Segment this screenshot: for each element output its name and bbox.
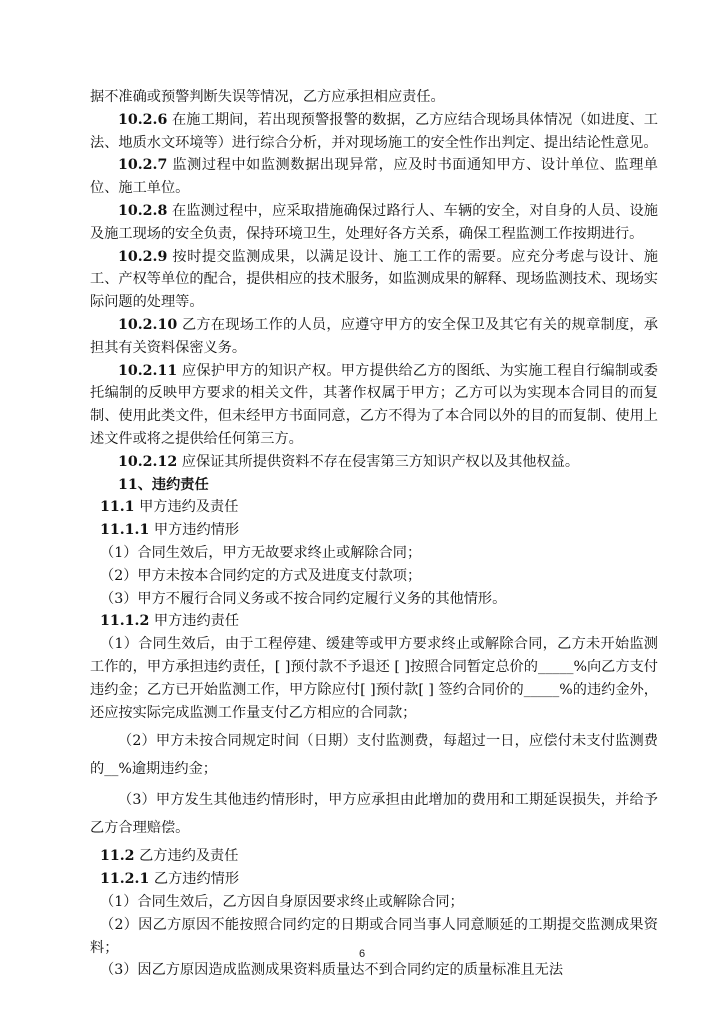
list-item-text: （3）因乙方原因造成监测成果资料质量达不到合同约定的质量标准且无法 [100,962,564,979]
clause-text: 在施工期间，若出现预警报警的数据，乙方应结合现场具体情况（如进度、工法、地质水文环境等）进行综合分析，并对现场施工的安全性作出判定、提出结论性意见。 [90,111,658,151]
clause-number: 10.2.8 [118,202,168,219]
clause-number: 11.2.1 [100,871,150,888]
clause-text: 甲方违约及责任 [134,499,239,516]
clause-number: 10.2.11 [118,362,178,379]
list-item [90,633,658,724]
clause-text: 监测过程中如监测数据出现异常，应及时书面通知甲方、设计单位、监理单位、施工单位。 [90,157,658,197]
clause-11-1-1 [90,519,658,542]
clause-number: 10.2.12 [118,453,178,470]
paragraph-continuation [90,86,658,109]
clause-10-2-7 [90,154,658,200]
clause-10-2-11 [90,360,658,451]
clause-text: 乙方违约及责任 [134,848,239,865]
clause-text: 乙方违约情形 [149,871,240,888]
clause-10-2-10 [90,314,658,360]
clause-11-2 [90,845,658,868]
list-item [90,542,658,565]
clause-11-2-1 [90,868,658,891]
clause-text: 甲方违约责任 [149,613,240,630]
clause-number: 11.2 [100,848,135,865]
clause-text: 甲方违约情形 [149,522,240,539]
section-heading-11 [90,474,658,497]
list-item-text: （3）甲方不履行合同义务或不按合同约定履行义务的其他情形。 [100,590,507,607]
paragraph-text: 据不准确或预警判断失误等情况，乙方应承担相应责任。 [90,89,445,105]
clause-text: 在监测过程中，应采取措施确保过路行人、车辆的安全，对自身的人员、设施及施工现场的安全负责，保持环境卫生，处理好各方关系，确保工程监测工作按期进行。 [90,202,658,242]
list-item [90,727,658,783]
clause-11-1-2 [90,610,658,633]
clause-number: 10.2.10 [118,316,178,333]
clause-number: 10.2.7 [118,157,168,174]
list-item-text: （2）甲方未按合同规定时间（日期）支付监测费，每超过一日，应偿付未支付监测费的__%逾期违约金； [90,733,658,778]
clause-number: 11.1.2 [100,613,150,630]
list-item [90,959,658,982]
section-heading-text: 11、违约责任 [118,476,209,493]
list-item [90,891,658,914]
clause-number: 11.1 [100,499,135,516]
document-body [90,86,658,982]
clause-10-2-12 [90,451,658,474]
clause-11-1 [90,496,658,519]
list-item-text: （3）甲方发生其他违约情形时，甲方应承担由此增加的费用和工期延误损失，并给予乙方合理赔偿。 [90,792,658,837]
list-item [90,565,658,588]
list-item-text: （1）合同生效后，由于工程停建、缓建等或甲方要求终止或解除合同，乙方未开始监测工作的，甲方承担违约责任，[ ]预付款不予退还 [ ]按照合同暂定总价的_____%向乙方支付违约金；乙方已开始监测工作，甲方除应付[ ]预付款[ ] 签约合同价的_____%的违约金外，还应按实际完成监测工作量支付乙方相应的合同款； [90,636,658,721]
clause-number: 11.1.1 [100,522,150,539]
list-item-text: （2）因乙方原因不能按照合同约定的日期或合同当事人同意顺延的工期提交监测成果资料； [90,916,658,956]
list-item [90,786,658,842]
page-number: 6 [358,948,366,960]
list-item-text: （1）合同生效后，乙方因自身原因要求终止或解除合同； [100,893,464,910]
clause-number: 10.2.6 [118,111,168,128]
clause-text: 按时提交监测成果，以满足设计、施工工作的需要。应充分考虑与设计、施工、产权等单位的配合，提供相应的技术服务，如监测成果的解释、现场监测技术、现场实际问题的处理等。 [90,248,658,311]
clause-text: 乙方在现场工作的人员，应遵守甲方的安全保卫及其它有关的规章制度，承担其有关资料保密义务。 [90,316,658,356]
clause-text: 应保证其所提供资料不存在侵害第三方知识产权以及其他权益。 [177,453,580,470]
clause-10-2-9 [90,246,658,314]
clause-10-2-8 [90,200,658,246]
clause-10-2-6 [90,109,658,155]
list-item-text: （2）甲方未按本合同约定的方式及进度支付款项； [100,567,422,584]
clause-text: 应保护甲方的知识产权。甲方提供给乙方的图纸、为实施工程自行编制或委托编制的反映甲方要求的相关文件，其著作权属于甲方；乙方可以为实现本合同目的而复制、使用此类文件，但未经甲方书面同意，乙方不得为了本合同以外的目的而复制、使用上述文件或将之提供给任何第三方。 [90,362,658,447]
list-item [90,588,658,611]
clause-number: 10.2.9 [118,248,168,265]
list-item-text: （1）合同生效后，甲方无故要求终止或解除合同； [100,544,422,561]
